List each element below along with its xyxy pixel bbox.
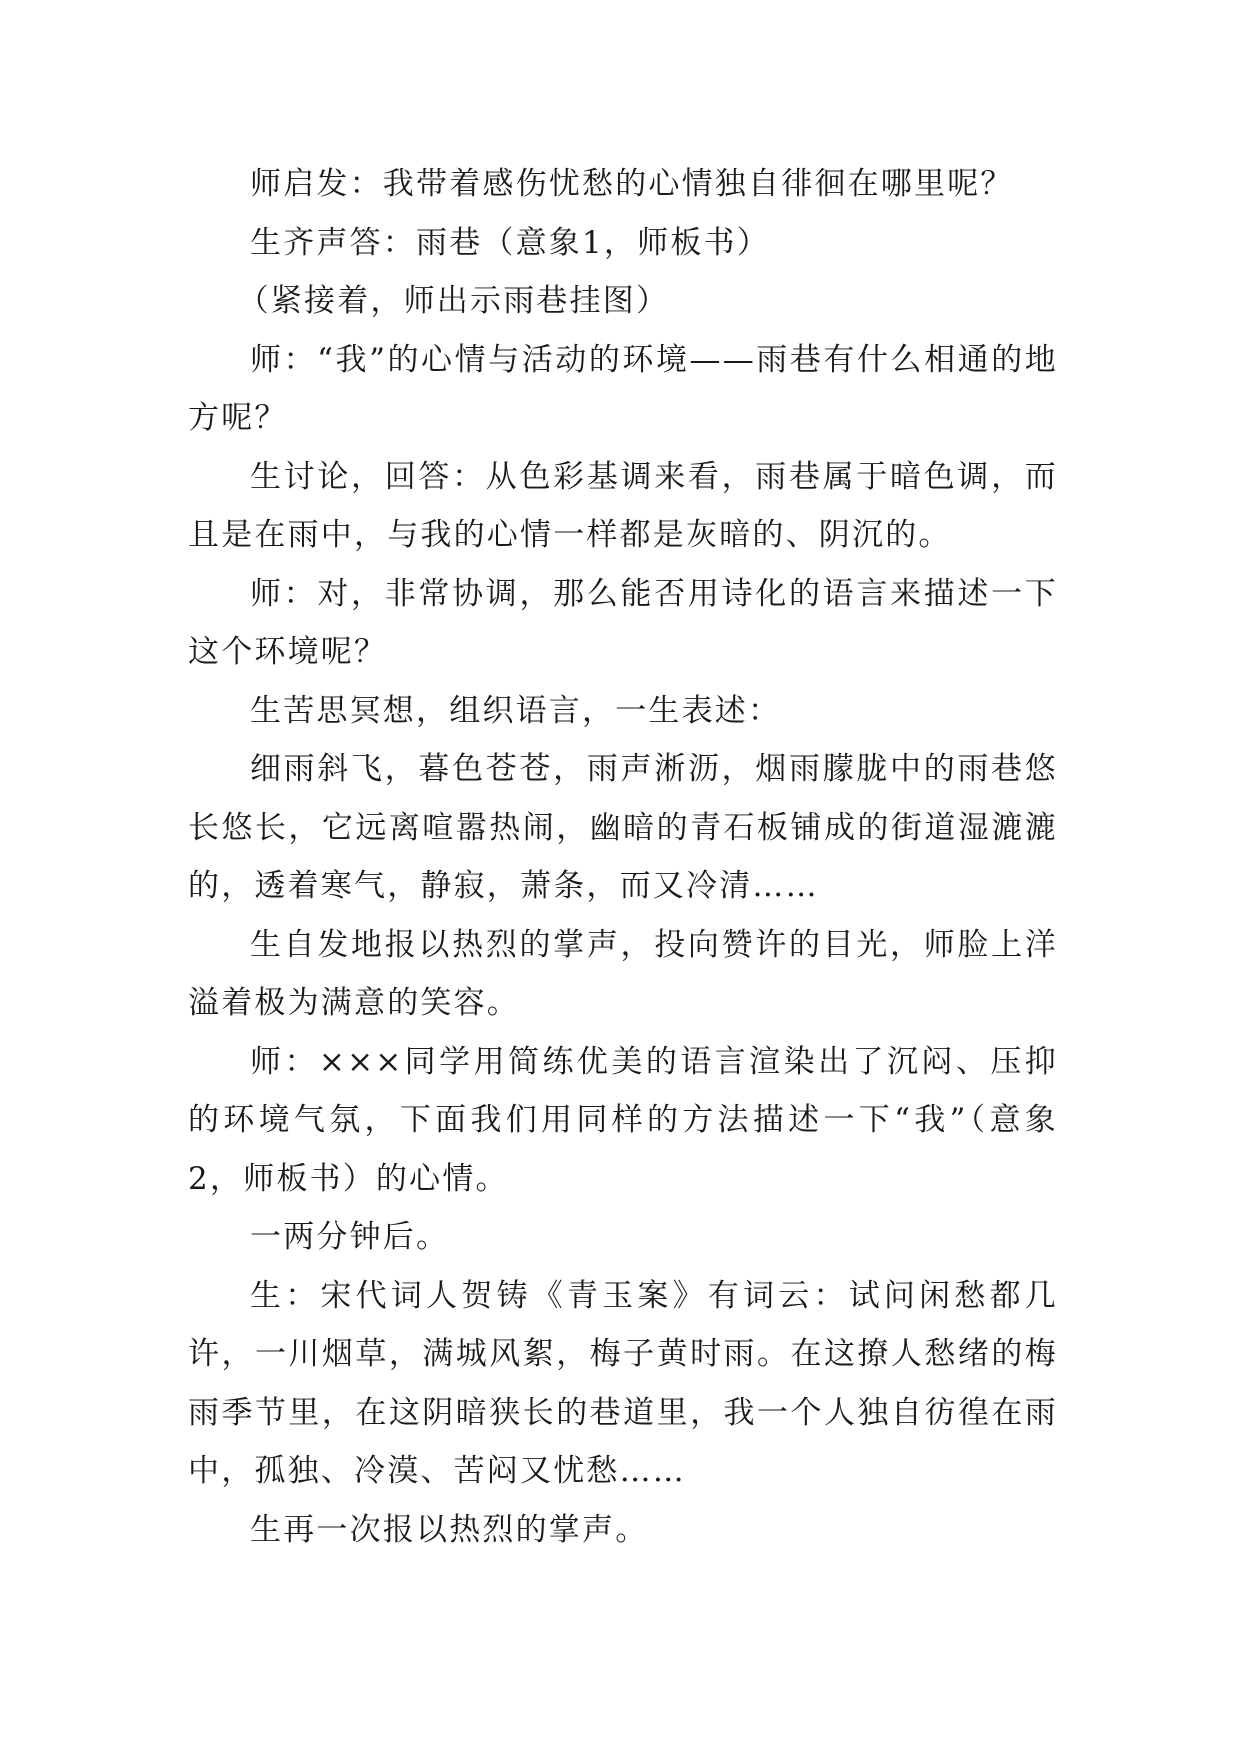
paragraph: 师：×××同学用简练优美的语言渲染出了沉闷、压抑的环境气氛，下面我们用同样的方法描述一下“我”（意象2，师板书）的心情。 (188, 1043, 1058, 1197)
paragraph: 生再一次报以热烈的掌声。 (250, 1511, 649, 1548)
paragraph: 细雨斜飞，暮色苍苍，雨声淅沥，烟雨朦胧中的雨巷悠长悠长，它远离喧嚣热闹，幽暗的青石板铺成的街道湿漉漉的，透着寒气，静寂，萧条，而又冷清…… (188, 751, 1058, 904)
paragraph: 师启发：我带着感伤忧愁的心情独自徘徊在哪里呢？ (250, 166, 1014, 202)
paragraph: （紧接着，师出示雨巷挂图） (237, 283, 670, 319)
paragraph: 师：对，非常协调，那么能否用诗化的语言来描述一下这个环境呢？ (188, 575, 1058, 670)
paragraph: 生讨论，回答：从色彩基调来看，雨巷属于暗色调，而且是在雨中，与我的心情一样都是灰暗的、阴沉的。 (188, 458, 1058, 553)
paragraph: 生自发地报以热烈的掌声，投向赞许的目光，师脸上洋溢着极为满意的笑容。 (188, 926, 1058, 1021)
paragraph: 一两分钟后。 (250, 1219, 450, 1255)
document-body (188, 155, 1058, 1559)
paragraph: 生齐声答：雨巷（意象1，师板书） (250, 224, 770, 261)
paragraph: 生苦思冥想，组织语言，一生表述： (250, 692, 782, 729)
paragraph: 生：宋代词人贺铸《青玉案》有词云：试问闲愁都几许，一川烟草，满城风絮，梅子黄时雨。在这撩人愁绪的梅雨季节里，在这阴暗狭长的巷道里，我一个人独自彷徨在雨中，孤独、冷漠、苦闷又忧愁…… (188, 1277, 1058, 1489)
paragraph: 师：“我”的心情与活动的环境——雨巷有什么相通的地方呢？ (188, 341, 1058, 436)
